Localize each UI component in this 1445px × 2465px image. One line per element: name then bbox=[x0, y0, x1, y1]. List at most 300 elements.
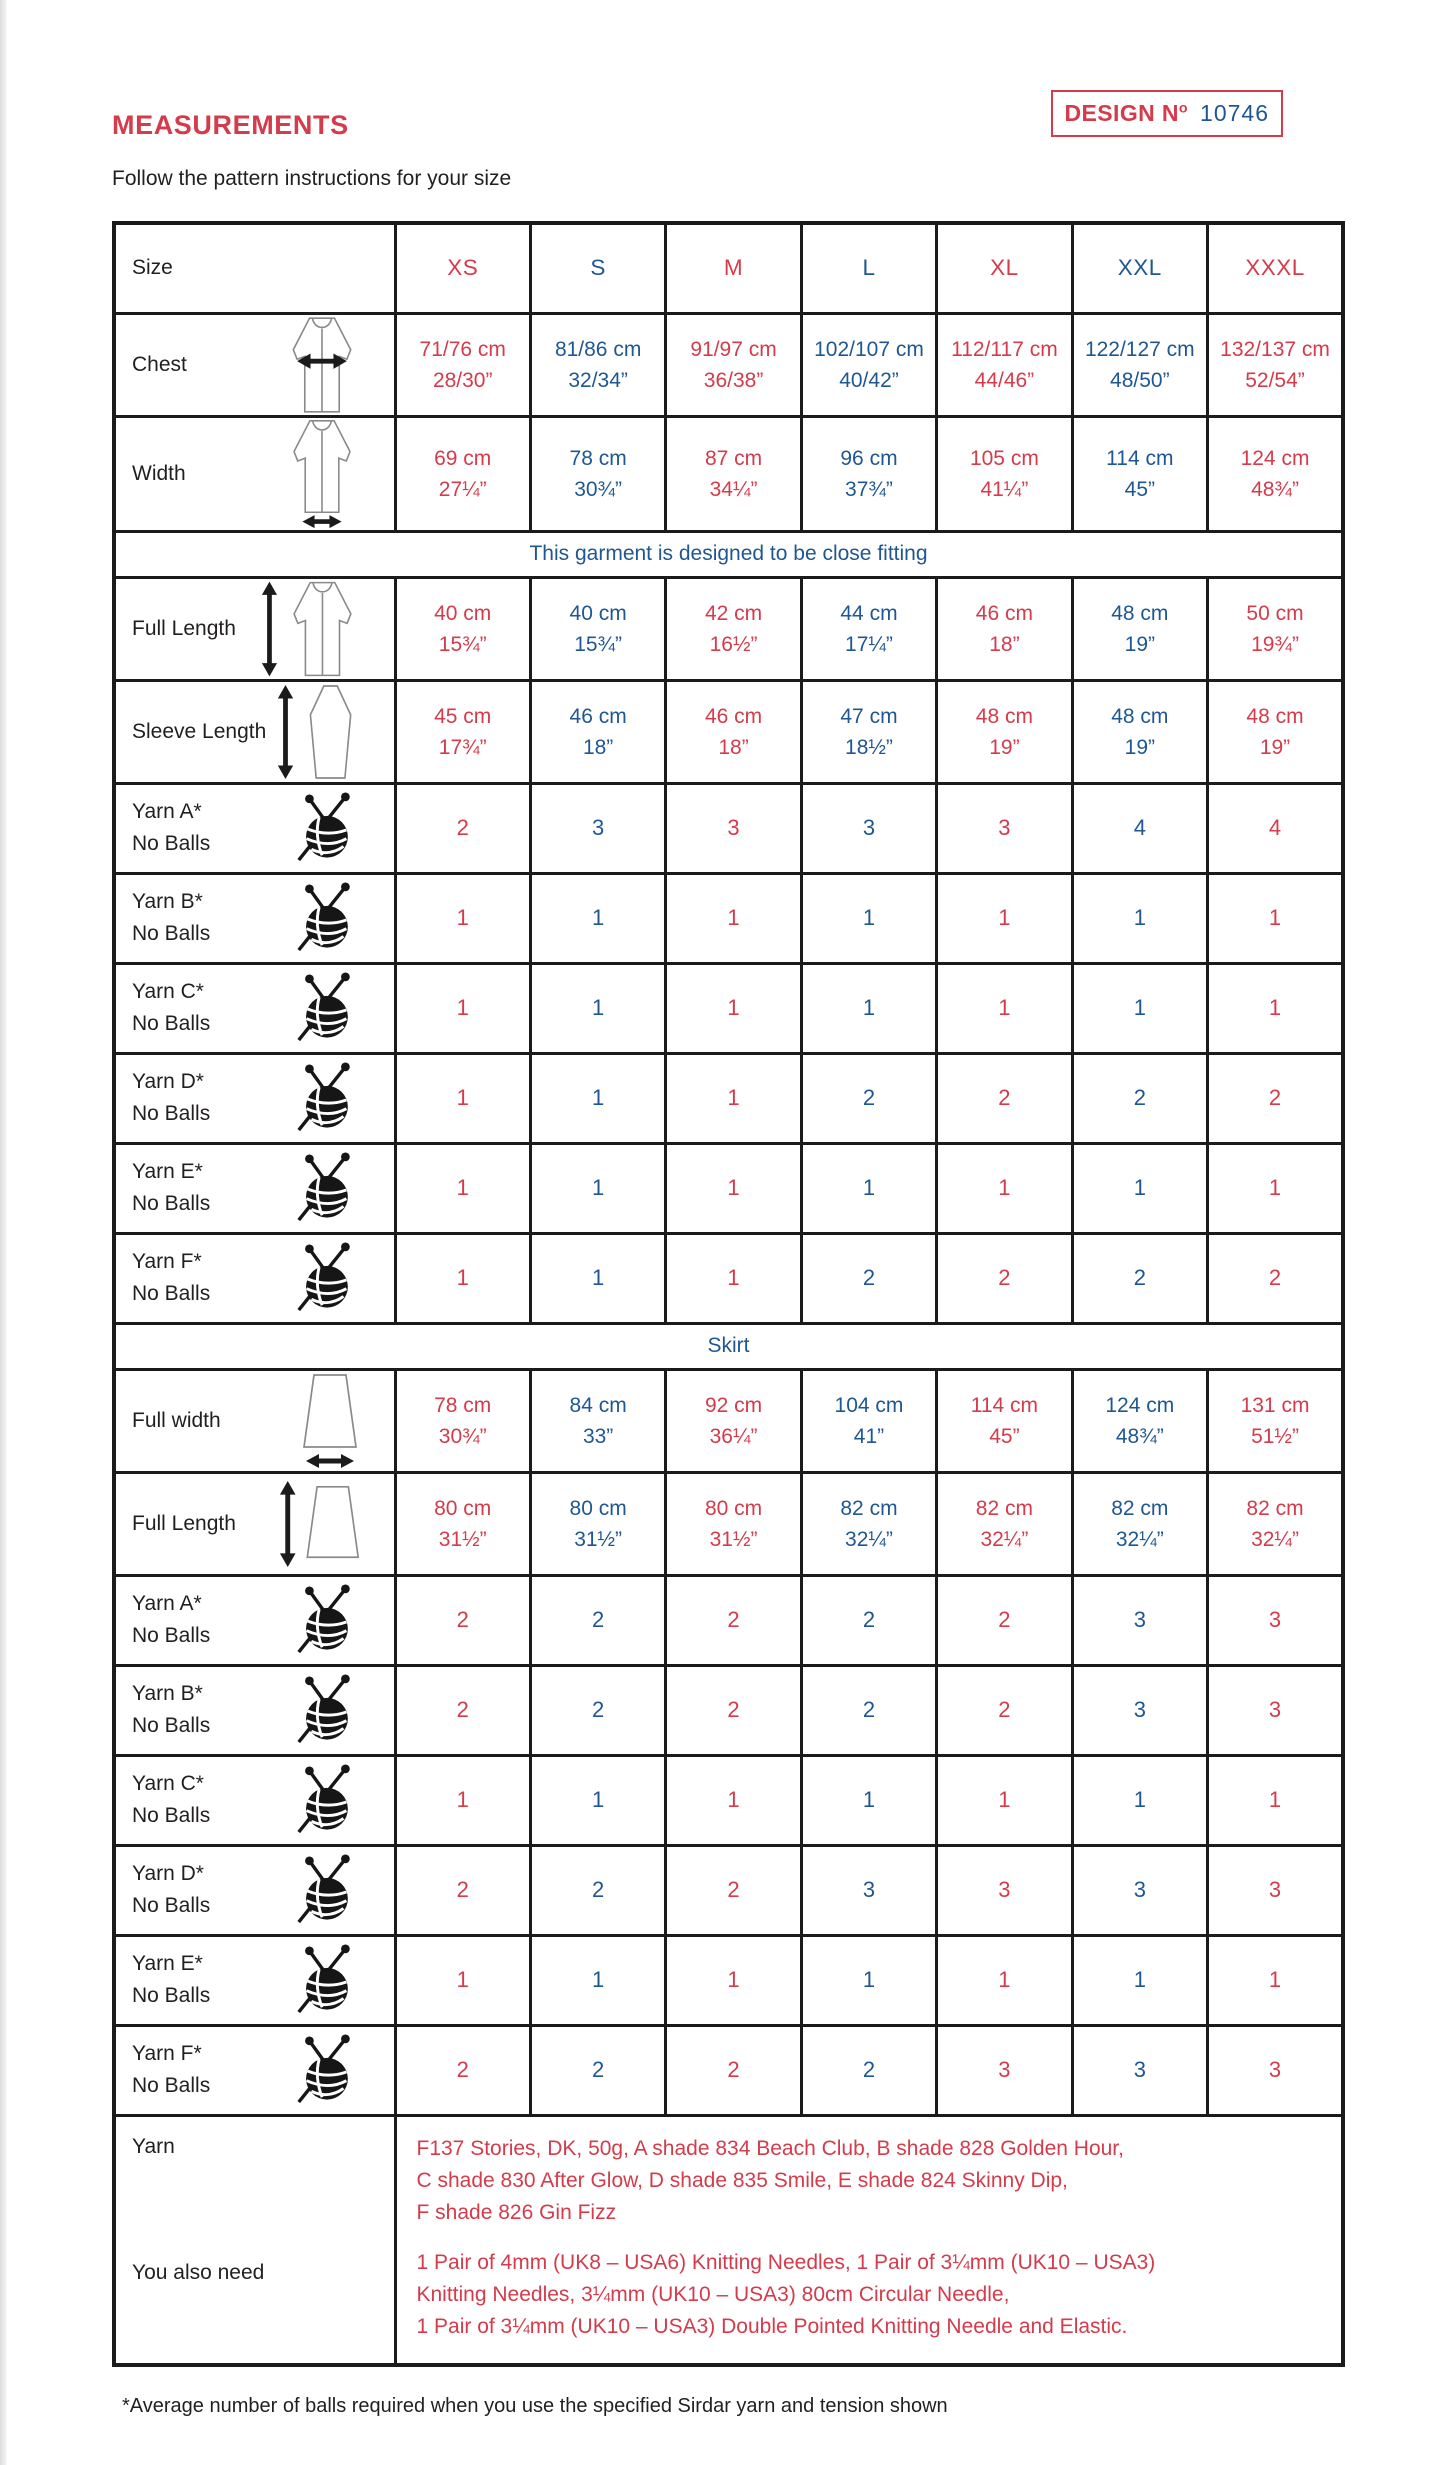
balls-cell bbox=[530, 1665, 665, 1755]
cell-cm: 78 cm bbox=[434, 1393, 492, 1417]
balls-value: 1 bbox=[1133, 1175, 1146, 1200]
cell-cm: 92 cm bbox=[704, 1393, 763, 1417]
cell-inch: 36/38” bbox=[703, 368, 764, 392]
balls-cell bbox=[1072, 1143, 1207, 1233]
balls-value: 1 bbox=[862, 995, 876, 1020]
measure-cell bbox=[666, 577, 801, 680]
balls-cell bbox=[801, 1935, 936, 2025]
yarn-sub: No Balls bbox=[132, 1102, 211, 1125]
measure-cell bbox=[801, 680, 936, 783]
balls-cell bbox=[666, 873, 801, 963]
cell-inch: 48¾” bbox=[1115, 1424, 1164, 1448]
row-chest bbox=[114, 313, 1343, 416]
balls-value: 3 bbox=[998, 815, 1011, 840]
cell-cm: 40 cm bbox=[434, 601, 492, 625]
measure-cell bbox=[1208, 577, 1343, 680]
balls-cell bbox=[801, 1665, 936, 1755]
cell-cm: 124 cm bbox=[1105, 1393, 1175, 1417]
footnote: *Average number of balls required when you use the specified Sirdar yarn and tension shown bbox=[122, 2394, 948, 2417]
yarn-info-line: F137 Stories, DK, 50g, A shade 834 Beach Club, B shade 828 Golden Hour, bbox=[416, 2136, 1124, 2160]
balls-value: 2 bbox=[456, 1877, 469, 1902]
balls-cell bbox=[395, 783, 530, 873]
skirt-yarn-d-header-cell bbox=[114, 1845, 395, 1935]
skirt-length-icon bbox=[276, 1474, 366, 1574]
measure-cell bbox=[395, 577, 530, 680]
balls-value: 1 bbox=[456, 1787, 469, 1812]
balls-cell bbox=[395, 1935, 530, 2025]
balls-cell bbox=[801, 1233, 936, 1323]
you-also-need-text bbox=[395, 2243, 1343, 2365]
cell-cm: 82 cm bbox=[1111, 1496, 1169, 1520]
cell-inch: 15¾” bbox=[438, 632, 487, 656]
skirt-full-width-header-cell bbox=[114, 1369, 395, 1472]
balls-value: 1 bbox=[998, 1967, 1011, 1992]
measure-cell bbox=[530, 313, 665, 416]
cell-cm: 80 cm bbox=[434, 1496, 492, 1520]
row-skirt-note bbox=[114, 1323, 1343, 1369]
yarn-sub: No Balls bbox=[132, 2074, 211, 2097]
balls-cell bbox=[1208, 783, 1343, 873]
balls-value: 1 bbox=[456, 1175, 469, 1200]
measure-cell bbox=[1072, 680, 1207, 783]
balls-cell bbox=[395, 1755, 530, 1845]
balls-value: 2 bbox=[592, 1607, 605, 1632]
yarn-name: Yarn C* bbox=[132, 1772, 204, 1795]
cell-inch: 27¼” bbox=[438, 477, 487, 501]
measure-cell bbox=[937, 577, 1072, 680]
measure-cell bbox=[666, 313, 801, 416]
balls-cell bbox=[666, 1845, 801, 1935]
yarn-sub: No Balls bbox=[132, 1282, 211, 1305]
cell-inch: 16½” bbox=[709, 632, 758, 656]
balls-cell bbox=[1072, 1053, 1207, 1143]
cell-cm: 132/137 cm bbox=[1220, 337, 1330, 361]
width-header-cell bbox=[114, 416, 395, 531]
size-cell: XXXL bbox=[1208, 223, 1343, 313]
cell-inch: 32¼” bbox=[1115, 1527, 1164, 1551]
cell-inch: 30¾” bbox=[438, 1424, 487, 1448]
balls-cell bbox=[937, 873, 1072, 963]
balls-cell bbox=[937, 783, 1072, 873]
row-yarn-a bbox=[114, 783, 1343, 873]
balls-value: 4 bbox=[1268, 815, 1282, 840]
skirt-width-icon bbox=[294, 1371, 366, 1471]
cell-inch: 32/34” bbox=[568, 368, 628, 392]
balls-cell bbox=[801, 1575, 936, 1665]
balls-value: 1 bbox=[998, 995, 1011, 1020]
yarn-d-header-cell bbox=[114, 1053, 395, 1143]
skirt-note: Skirt bbox=[114, 1323, 1343, 1369]
skirt-yarn-c-header-cell bbox=[114, 1755, 395, 1845]
chest-header-cell bbox=[114, 313, 395, 416]
balls-cell bbox=[530, 783, 665, 873]
balls-value: 2 bbox=[998, 1085, 1011, 1110]
balls-cell bbox=[395, 1053, 530, 1143]
balls-cell bbox=[1208, 1233, 1343, 1323]
balls-value: 1 bbox=[456, 1085, 469, 1110]
yarn-ball-icon bbox=[290, 1943, 360, 2017]
yarn-info-text bbox=[395, 2115, 1343, 2243]
balls-value: 3 bbox=[1268, 1697, 1282, 1722]
balls-value: 2 bbox=[592, 2057, 605, 2082]
cell-inch: 19¾” bbox=[1251, 632, 1299, 656]
cell-cm: 87 cm bbox=[704, 446, 763, 470]
cell-cm: 48 cm bbox=[1111, 601, 1169, 625]
subtitle: Follow the pattern instructions for your size bbox=[112, 167, 512, 190]
cell-cm: 82 cm bbox=[840, 1496, 898, 1520]
balls-value: 1 bbox=[592, 1787, 605, 1812]
balls-value: 2 bbox=[862, 2057, 876, 2082]
row-skirt-yarn-b bbox=[114, 1665, 1343, 1755]
balls-value: 1 bbox=[592, 905, 605, 930]
balls-cell bbox=[666, 2025, 801, 2115]
balls-value: 3 bbox=[998, 2057, 1011, 2082]
balls-value: 1 bbox=[998, 905, 1011, 930]
measure-cell bbox=[395, 1369, 530, 1472]
cell-inch: 32¼” bbox=[1251, 1527, 1299, 1551]
measure-cell bbox=[1072, 416, 1207, 531]
balls-value: 1 bbox=[862, 1967, 876, 1992]
garment-chest-icon bbox=[278, 315, 366, 415]
you-also-need-label-cell bbox=[114, 2243, 395, 2365]
row-yarn-e bbox=[114, 1143, 1343, 1233]
skirt-yarn-e-header-cell bbox=[114, 1935, 395, 2025]
balls-cell bbox=[666, 1575, 801, 1665]
yarn-ball-icon bbox=[290, 1061, 360, 1135]
balls-value: 1 bbox=[456, 995, 469, 1020]
yarn-name: Yarn D* bbox=[132, 1862, 204, 1885]
balls-cell bbox=[801, 1755, 936, 1845]
row-yarn-c bbox=[114, 963, 1343, 1053]
balls-value: 2 bbox=[456, 2057, 469, 2082]
balls-cell bbox=[801, 963, 936, 1053]
balls-cell bbox=[666, 1665, 801, 1755]
balls-value: 1 bbox=[592, 1085, 605, 1110]
yarn-sub: No Balls bbox=[132, 1192, 211, 1215]
balls-cell bbox=[530, 1845, 665, 1935]
balls-cell bbox=[1072, 1233, 1207, 1323]
balls-value: 1 bbox=[1268, 905, 1282, 930]
cell-cm: 114 cm bbox=[1106, 446, 1174, 470]
measure-cell bbox=[1072, 1369, 1207, 1472]
size-cell: S bbox=[530, 223, 665, 313]
size-cell: M bbox=[666, 223, 801, 313]
balls-cell bbox=[1208, 1755, 1343, 1845]
yarn-sub: No Balls bbox=[132, 1624, 211, 1647]
balls-value: 3 bbox=[1268, 1877, 1282, 1902]
measure-cell bbox=[1208, 1472, 1343, 1575]
cell-inch: 32¼” bbox=[980, 1527, 1029, 1551]
cell-cm: 48 cm bbox=[1111, 704, 1169, 728]
cell-inch: 28/30” bbox=[432, 368, 493, 392]
measure-cell bbox=[530, 416, 665, 531]
cell-cm: 105 cm bbox=[969, 446, 1039, 470]
balls-cell bbox=[1072, 1935, 1207, 2025]
balls-value: 3 bbox=[1133, 1877, 1146, 1902]
yarn-ball-icon bbox=[290, 1241, 360, 1315]
row-label: Full Length bbox=[132, 616, 236, 640]
balls-cell bbox=[1072, 1665, 1207, 1755]
cell-cm: 46 cm bbox=[975, 601, 1033, 625]
balls-value: 1 bbox=[592, 1967, 605, 1992]
yarn-name: Yarn E* bbox=[132, 1952, 203, 1975]
row-label bbox=[132, 1070, 210, 1126]
cell-cm: 46 cm bbox=[569, 704, 627, 728]
cell-inch: 19” bbox=[1124, 735, 1155, 759]
design-number-box bbox=[1051, 90, 1283, 137]
measure-cell bbox=[801, 1369, 936, 1472]
balls-value: 2 bbox=[998, 1265, 1011, 1290]
cell-inch: 41¼” bbox=[980, 477, 1029, 501]
cell-cm: 124 cm bbox=[1240, 446, 1310, 470]
row-label bbox=[132, 1250, 210, 1306]
balls-cell bbox=[937, 1755, 1072, 1845]
balls-cell bbox=[1208, 1053, 1343, 1143]
balls-cell bbox=[395, 1233, 530, 1323]
measure-cell bbox=[937, 1369, 1072, 1472]
measure-cell bbox=[1208, 680, 1343, 783]
yarn-name: Yarn D* bbox=[132, 1070, 204, 1093]
cell-inch: 48¾” bbox=[1251, 477, 1299, 501]
cell-cm: 42 cm bbox=[704, 601, 763, 625]
garment-note: This garment is designed to be close fitting bbox=[114, 531, 1343, 577]
full-length-header-cell bbox=[114, 577, 395, 680]
balls-cell bbox=[801, 2025, 936, 2115]
cell-inch: 18” bbox=[989, 632, 1020, 656]
balls-value: 3 bbox=[1133, 1607, 1146, 1632]
skirt-yarn-b-header-cell bbox=[114, 1665, 395, 1755]
row-label bbox=[132, 980, 210, 1036]
yarn-c-header-cell bbox=[114, 963, 395, 1053]
garment-length-icon bbox=[260, 579, 366, 679]
cell-cm: 47 cm bbox=[840, 704, 898, 728]
balls-value: 1 bbox=[727, 1085, 740, 1110]
cell-inch: 45” bbox=[989, 1424, 1020, 1448]
cell-cm: 50 cm bbox=[1246, 601, 1304, 625]
row-label bbox=[132, 1682, 210, 1738]
cell-inch: 30¾” bbox=[574, 477, 623, 501]
balls-value: 2 bbox=[456, 1607, 469, 1632]
measure-cell bbox=[530, 1369, 665, 1472]
balls-value: 2 bbox=[727, 1877, 740, 1902]
balls-value: 3 bbox=[1268, 1607, 1282, 1632]
balls-value: 1 bbox=[998, 1787, 1011, 1812]
balls-cell bbox=[530, 1233, 665, 1323]
row-label: Sleeve Length bbox=[132, 719, 267, 743]
balls-value: 2 bbox=[727, 1697, 740, 1722]
size-label: Size bbox=[132, 256, 173, 280]
balls-value: 1 bbox=[592, 995, 605, 1020]
cell-cm: 44 cm bbox=[840, 601, 898, 625]
cell-inch: 48/50” bbox=[1110, 368, 1170, 392]
balls-value: 1 bbox=[727, 1967, 740, 1992]
yarn-sub: No Balls bbox=[132, 922, 211, 945]
balls-value: 1 bbox=[1268, 1175, 1282, 1200]
measure-cell bbox=[530, 680, 665, 783]
yarn-name: Yarn E* bbox=[132, 1160, 203, 1183]
yarn-ball-icon bbox=[290, 971, 360, 1045]
row-label: Full width bbox=[132, 1408, 221, 1432]
balls-cell bbox=[395, 1143, 530, 1233]
design-no-value: 10746 bbox=[1200, 100, 1269, 126]
balls-value: 2 bbox=[1268, 1085, 1282, 1110]
balls-value: 1 bbox=[862, 905, 876, 930]
balls-cell bbox=[1208, 1935, 1343, 2025]
row-skirt-yarn-a bbox=[114, 1575, 1343, 1665]
yarn-ball-icon bbox=[290, 2033, 360, 2107]
balls-cell bbox=[1208, 963, 1343, 1053]
yarn-name: Yarn B* bbox=[132, 1682, 203, 1705]
cell-inch: 17¾” bbox=[438, 735, 487, 759]
yarn-ball-icon bbox=[290, 1151, 360, 1225]
yarn-info-label-cell bbox=[114, 2115, 395, 2243]
balls-cell bbox=[1072, 783, 1207, 873]
balls-cell bbox=[530, 1935, 665, 2025]
balls-value: 1 bbox=[1268, 1967, 1282, 1992]
balls-value: 1 bbox=[592, 1175, 605, 1200]
balls-value: 1 bbox=[727, 905, 740, 930]
balls-value: 2 bbox=[862, 1607, 876, 1632]
cell-cm: 104 cm bbox=[834, 1393, 904, 1417]
cell-inch: 18” bbox=[582, 735, 614, 759]
row-label bbox=[132, 1592, 210, 1648]
balls-cell bbox=[530, 963, 665, 1053]
balls-cell bbox=[937, 1665, 1072, 1755]
size-cell: XL bbox=[937, 223, 1072, 313]
row-label: Full Length bbox=[132, 1511, 236, 1535]
balls-cell bbox=[801, 1053, 936, 1143]
measure-cell bbox=[530, 1472, 665, 1575]
cell-inch: 41” bbox=[853, 1424, 885, 1448]
yarn-sub: No Balls bbox=[132, 1984, 211, 2007]
balls-value: 1 bbox=[727, 1265, 740, 1290]
balls-cell bbox=[1208, 1845, 1343, 1935]
balls-cell bbox=[1208, 1575, 1343, 1665]
balls-value: 1 bbox=[862, 1787, 876, 1812]
balls-cell bbox=[666, 1053, 801, 1143]
measure-cell bbox=[1072, 1472, 1207, 1575]
balls-cell bbox=[530, 1053, 665, 1143]
row-skirt-yarn-d bbox=[114, 1845, 1343, 1935]
yarn-name: Yarn B* bbox=[132, 890, 203, 913]
balls-cell bbox=[1072, 873, 1207, 963]
cell-cm: 102/107 cm bbox=[814, 337, 924, 361]
balls-value: 2 bbox=[592, 1697, 605, 1722]
row-label: Width bbox=[132, 461, 186, 485]
yarn-info-label: Yarn bbox=[132, 2134, 175, 2158]
cell-cm: 71/76 cm bbox=[419, 337, 506, 361]
row-label: Chest bbox=[132, 352, 187, 376]
yarn-sub: No Balls bbox=[132, 1714, 211, 1737]
balls-cell bbox=[530, 2025, 665, 2115]
balls-cell bbox=[666, 1935, 801, 2025]
measure-cell bbox=[395, 416, 530, 531]
balls-value: 4 bbox=[1133, 815, 1146, 840]
row-sleeve-length bbox=[114, 680, 1343, 783]
yarn-sub: No Balls bbox=[132, 832, 211, 855]
balls-value: 2 bbox=[727, 1607, 740, 1632]
sleeve-length-header-cell bbox=[114, 680, 395, 783]
row-skirt-full-width bbox=[114, 1369, 1343, 1472]
measurements-table bbox=[112, 221, 1345, 2367]
balls-cell bbox=[666, 963, 801, 1053]
balls-value: 3 bbox=[592, 815, 605, 840]
cell-inch: 36¼” bbox=[709, 1424, 758, 1448]
balls-value: 2 bbox=[1133, 1085, 1146, 1110]
balls-cell bbox=[937, 1935, 1072, 2025]
yarn-ball-icon bbox=[290, 881, 360, 955]
balls-value: 3 bbox=[862, 1877, 876, 1902]
you-also-need-line: 1 Pair of 3¼mm (UK10 – USA3) Double Pointed Knitting Needle and Elastic. bbox=[416, 2314, 1128, 2338]
cell-cm: 82 cm bbox=[1246, 1496, 1304, 1520]
cell-cm: 80 cm bbox=[704, 1496, 763, 1520]
measure-cell bbox=[801, 1472, 936, 1575]
balls-value: 1 bbox=[1133, 905, 1146, 930]
balls-cell bbox=[937, 1575, 1072, 1665]
you-also-need-label: You also need bbox=[132, 2260, 265, 2284]
you-also-need-line: 1 Pair of 4mm (UK8 – USA6) Knitting Needles, 1 Pair of 3¼mm (UK10 – USA3) bbox=[416, 2250, 1156, 2274]
size-cell: L bbox=[801, 223, 936, 313]
cell-cm: 84 cm bbox=[569, 1393, 627, 1417]
sleeve-length-icon bbox=[274, 682, 366, 782]
skirt-full-length-header-cell bbox=[114, 1472, 395, 1575]
balls-cell bbox=[666, 1143, 801, 1233]
cell-cm: 82 cm bbox=[975, 1496, 1033, 1520]
measure-cell bbox=[530, 577, 665, 680]
cell-cm: 80 cm bbox=[569, 1496, 627, 1520]
balls-cell bbox=[1072, 1755, 1207, 1845]
row-label bbox=[132, 890, 210, 946]
balls-cell bbox=[395, 1575, 530, 1665]
balls-value: 1 bbox=[1133, 995, 1146, 1020]
skirt-yarn-a-header-cell bbox=[114, 1575, 395, 1665]
balls-value: 1 bbox=[1133, 1787, 1146, 1812]
measure-cell bbox=[937, 680, 1072, 783]
balls-cell bbox=[937, 1233, 1072, 1323]
yarn-ball-icon bbox=[290, 1763, 360, 1837]
cell-cm: 96 cm bbox=[840, 446, 898, 470]
balls-value: 1 bbox=[1133, 1967, 1146, 1992]
balls-value: 2 bbox=[1268, 1265, 1282, 1290]
balls-value: 1 bbox=[1268, 1787, 1282, 1812]
balls-value: 3 bbox=[862, 815, 876, 840]
balls-value: 1 bbox=[727, 1787, 740, 1812]
measure-cell bbox=[937, 1472, 1072, 1575]
cell-cm: 78 cm bbox=[569, 446, 627, 470]
balls-cell bbox=[666, 1755, 801, 1845]
row-label bbox=[132, 2042, 210, 2098]
row-garment-note bbox=[114, 531, 1343, 577]
balls-cell bbox=[1072, 963, 1207, 1053]
row-label bbox=[132, 800, 210, 856]
cell-inch: 31½” bbox=[574, 1527, 623, 1551]
cell-inch: 18½” bbox=[845, 735, 893, 759]
row-sizes bbox=[114, 223, 1343, 313]
measure-cell bbox=[801, 313, 936, 416]
balls-cell bbox=[395, 963, 530, 1053]
balls-cell bbox=[801, 1143, 936, 1233]
design-no-label bbox=[1065, 100, 1189, 127]
balls-value: 2 bbox=[592, 1877, 605, 1902]
yarn-info-line: F shade 826 Gin Fizz bbox=[416, 2200, 617, 2224]
cell-inch: 37¾” bbox=[845, 477, 893, 501]
balls-cell bbox=[937, 1053, 1072, 1143]
balls-cell bbox=[801, 783, 936, 873]
cell-cm: 81/86 cm bbox=[554, 337, 642, 361]
balls-cell bbox=[530, 873, 665, 963]
yarn-a-header-cell bbox=[114, 783, 395, 873]
measure-cell bbox=[666, 680, 801, 783]
